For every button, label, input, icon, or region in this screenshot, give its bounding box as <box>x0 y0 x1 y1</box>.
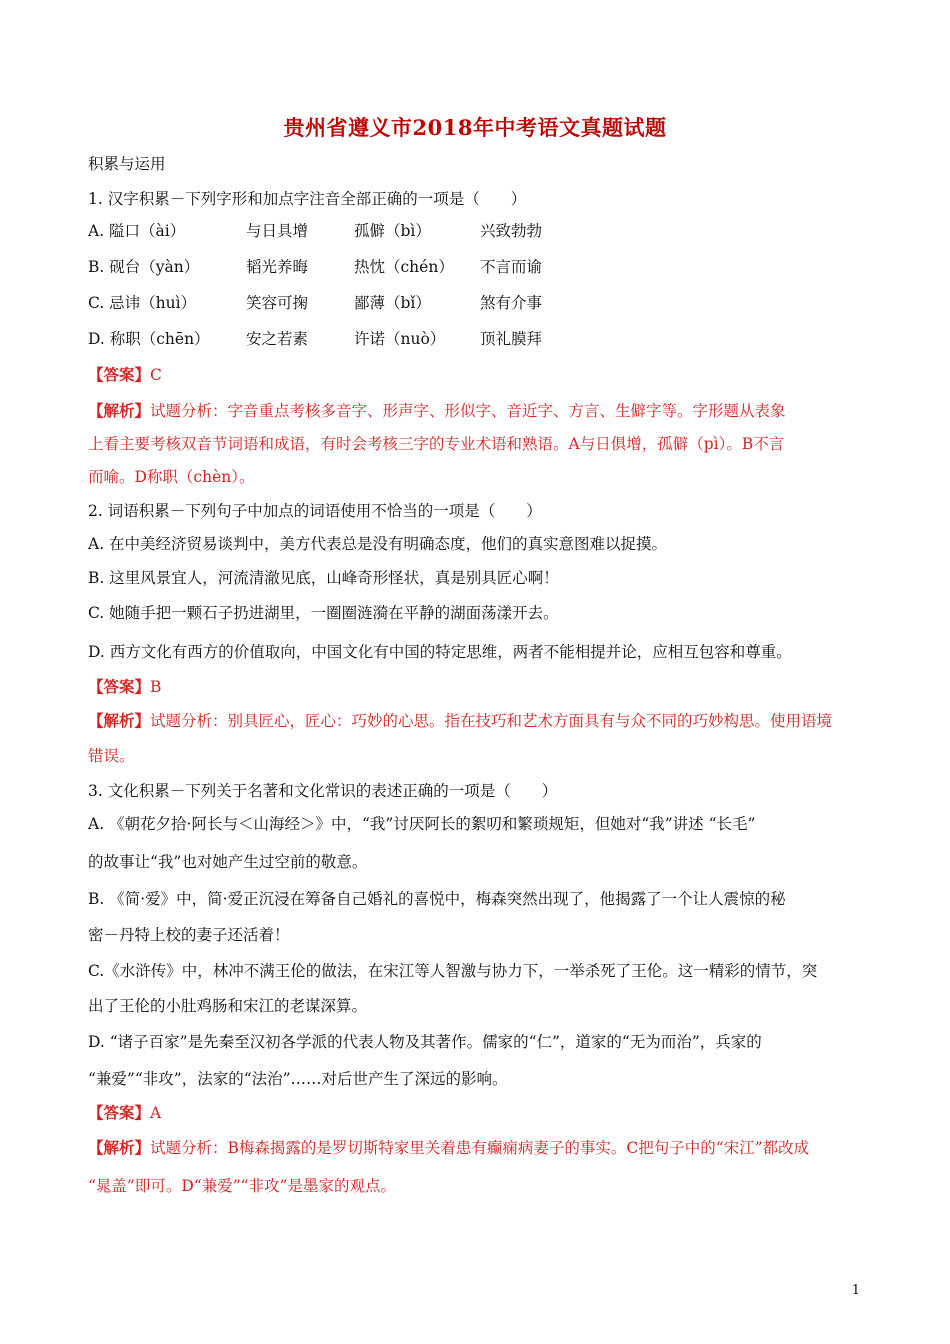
q2-analysis-line-2: 错误。 <box>88 747 135 765</box>
q1-analysis-line-3: 而喻。D称职（chèn）。 <box>88 468 255 486</box>
q3-analysis-line-2: “晁盖”即可。D“兼爱”“非攻”是墨家的观点。 <box>88 1177 396 1195</box>
q2-analysis-line-1: 【解析】试题分析：别具匠心，匠心：巧妙的心思。指在技巧和艺术方面具有与众不同的巧妙构思。使用语境 <box>88 711 833 730</box>
section-heading: 积累与运用 <box>88 155 166 173</box>
q3-option-b-line-1: B. 《简·爱》中，简·爱正沉浸在筹备自己婚礼的喜悦中，梅森突然出现了，他揭露了一个让人震惊的秘 <box>88 890 786 908</box>
q1-stem: 1. 汉字积累－下列字形和加点字注音全部正确的一项是（ ） <box>88 190 527 208</box>
q2-option-a: A. 在中美经济贸易谈判中，美方代表总是没有明确态度，他们的真实意图难以捉摸。 <box>88 535 668 553</box>
q2-stem: 2. 词语积累－下列句子中加点的词语使用不恰当的一项是（ ） <box>88 502 542 520</box>
q3-option-a-line-1: A. 《朝花夕拾·阿长与＜山海经＞》中，“我”讨厌阿长的絮叨和繁琐规矩，但她对“我”讲述 “长毛” <box>88 815 756 833</box>
q1-analysis-line-1: 【解析】试题分析：字音重点考核多音字、形声字、形似字、音近字、方言、生僻字等。字形题从表象 <box>88 401 786 420</box>
q1-answer: 【答案】C <box>88 365 162 384</box>
q3-option-c-line-2: 出了王伦的小肚鸡肠和宋江的老谋深算。 <box>88 997 368 1015</box>
q3-option-d-line-2: “兼爱”“非攻”，法家的“法治”……对后世产生了深远的影响。 <box>88 1070 508 1088</box>
q3-option-a-line-2: 的故事让“我”也对她产生过空前的敬意。 <box>88 853 368 871</box>
page-number: 1 <box>851 1283 860 1298</box>
q3-option-c-line-1: C.《水浒传》中，林冲不满王伦的做法，在宋江等人智激与协力下，一举杀死了王伦。这一精彩的情节，突 <box>88 962 818 980</box>
q2-option-d: D. 西方文化有西方的价值取向，中国文化有中国的特定思维，两者不能相提并论，应相互包容和尊重。 <box>88 643 792 661</box>
q3-option-d-line-1: D. “诸子百家”是先秦至汉初各学派的代表人物及其著作。儒家的“仁”，道家的“无为而治”，兵家的 <box>88 1033 762 1051</box>
q3-analysis-line-1: 【解析】试题分析：B梅森揭露的是罗切斯特家里关着患有癫痫病妻子的事实。C把句子中的“宋江”都改成 <box>88 1138 810 1157</box>
q3-option-b-line-2: 密－丹特上校的妻子还活着！ <box>88 926 290 944</box>
q3-stem: 3. 文化积累－下列关于名著和文化常识的表述正确的一项是（ ） <box>88 782 558 800</box>
document-page: 贵州省遵义市2018年中考语文真题试题 积累与运用 1. 汉字积累－下列字形和加点字注音全部正确的一项是（ ） A. 隘口（ài） 与日具增 孤僻（bì） 兴致勃勃 B. 砚台（yàn） 韬光养晦 热忱（chén） 不言而谕 C. 忌讳（huì） 笑容可掬 鄙薄（bǐ） 煞有介事 D. 称职（chēn） 安之若素 许诺（nuò） 顶礼膜拜 【答案】C 【解析】试题分析：字音重点考核多音字、形声字、形似字、音近字、方言、生僻字等。字形题从表象 上看主要考核双音节词语和成语，有时会考核三字的专业术语和熟语。A与日俱增，孤僻（pì）。B不言 而喻。D称职（chèn）。 2. 词语积累－下列句子中加点的词语使用不恰当的一项是（ ） A. 在中美经济贸易谈判中，美方代表总是没有明确态度，他们的真实意图难以捉摸。 B. 这里风景宜人，河流清澈见底，山峰奇形怪状，真是别具匠心啊！ C. 她随手把一颗石子扔进湖里，一圈圈涟漪在平静的湖面荡漾开去。 D. 西方文化有西方的价值取向，中国文化有中国的特定思维，两者不能相提并论，应相互包容和尊重。 【答案】B 【解析】试题分析：别具匠心，匠心：巧妙的心思。指在技巧和艺术方面具有与众不同的巧妙构思。使用语境 错误。 3. 文化积累－下列关于名著和文化常识的表述正确的一项是（ ） A. 《朝花夕拾·阿长与＜山海经＞》中，“我”讨厌阿长的絮叨和繁琐规矩，但她对“我”讲述 “长毛” 的故事让“我”也对她产生过空前的敬意。 B. 《简·爱》中，简·爱正沉浸在筹备自己婚礼的喜悦中，梅森突然出现了，他揭露了一个让人震惊的秘 密－丹特上校的妻子还活着！ C.《水浒传》中，林冲不满王伦的做法，在宋江等人智激与协力下，一举杀死了王伦。这一精彩的情节，突 出了王伦的小肚鸡肠和宋江的老谋深算。 D. “诸子百家”是先秦至汉初各学派的代表人物及其著作。儒家的“仁”，道家的“无为而治”，兵家的 “兼爱”“非攻”，法家的“法治”……对后世产生了深远的影响。 【答案】A 【解析】试题分析：B梅森揭露的是罗切斯特家里关着患有癫痫病妻子的事实。C把句子中的“宋江”都改成 “晁盖”即可。D“兼爱”“非攻”是墨家的观点。 1 <box>0 0 950 1344</box>
document-title: 贵州省遵义市2018年中考语文真题试题 <box>283 115 667 140</box>
q2-option-c: C. 她随手把一颗石子扔进湖里，一圈圈涟漪在平静的湖面荡漾开去。 <box>88 604 559 622</box>
q3-answer: 【答案】A <box>88 1103 162 1122</box>
q2-answer: 【答案】B <box>88 677 162 696</box>
q2-option-b: B. 这里风景宜人，河流清澈见底，山峰奇形怪状，真是别具匠心啊！ <box>88 569 559 587</box>
q1-analysis-line-2: 上看主要考核双音节词语和成语，有时会考核三字的专业术语和熟语。A与日俱增，孤僻（pì）。B不言 <box>88 435 785 453</box>
